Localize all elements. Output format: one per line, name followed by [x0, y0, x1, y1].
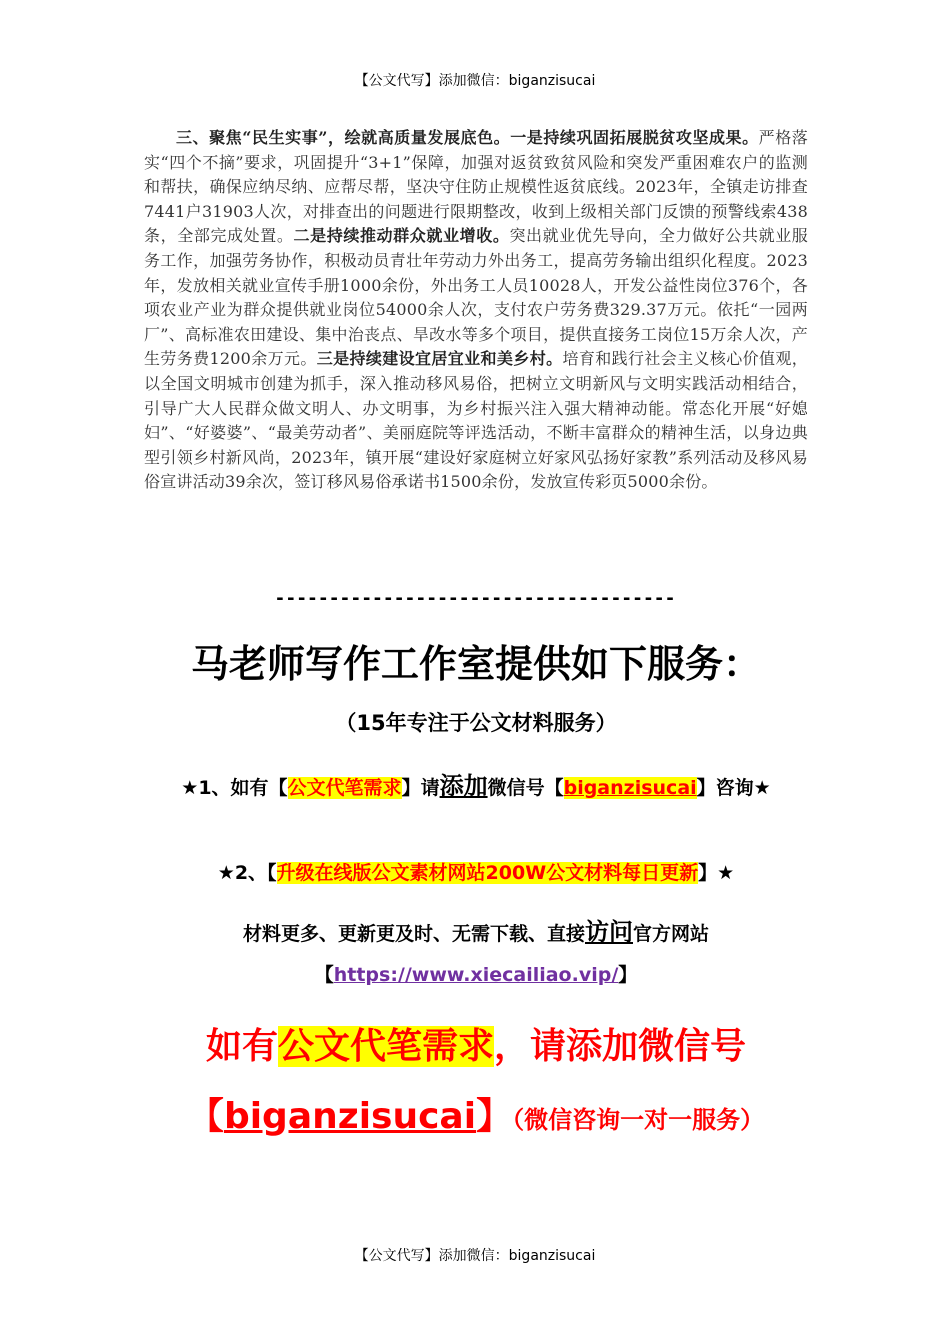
- point-2-text: 突出就业优先导向，全力做好公共就业服务工作，加强劳务协作，积极动员青壮年劳动力外出务工，提高劳务输出组织化程度。2023年，发放相关就业宣传手册1000余份，外出务工人员10028人，开发公益性岗位376个，各项农业产业为群众提供就业岗位54000余人次，支付农户劳务费329.37万元。依托“一园两厂”、高标准农田建设、集中治丧点、旱改水等多个项目，提供直接务工岗位15万余人次，产生劳务费1200余万元。: [144, 226, 808, 369]
- banner-text: ，请添加微信号: [494, 1026, 747, 1067]
- url-bracket-close: 】: [618, 964, 638, 986]
- item1-highlight: 公文代笔需求: [287, 777, 402, 799]
- body-paragraph: [144, 126, 808, 495]
- item2-suffix: 】★: [698, 862, 735, 884]
- service-item-2: [144, 858, 808, 885]
- banner-prefix: 如有: [205, 1026, 278, 1067]
- point-2-heading: 二是持续推动群众就业增收。: [293, 226, 510, 246]
- point-1-heading: 一是持续巩固拓展脱贫攻坚成果。: [510, 128, 759, 147]
- item1-text-b: 】请: [401, 777, 440, 799]
- item3-visit-emphasis: 访问: [585, 918, 633, 946]
- service-item-1: [144, 760, 808, 814]
- page-footer: 【公文代写】添加微信：biganzisucai: [354, 1248, 596, 1264]
- url-bracket-open: 【: [314, 964, 334, 986]
- banner-bracket-close: 】: [476, 1096, 513, 1137]
- service-item-3: [144, 912, 808, 947]
- website-link[interactable]: https://www.xiecailiao.vip/: [333, 964, 619, 986]
- banner-highlight: 公文代笔需求: [277, 1026, 494, 1067]
- item1-wechat-id[interactable]: biganzisucai: [563, 777, 697, 799]
- big-contact-banner: [144, 1012, 808, 1155]
- promo-title: 马老师写作工作室提供如下服务：: [190, 642, 761, 686]
- point-3-heading: 三是持续建设宜居宜业和美乡村。: [316, 349, 563, 369]
- item3-prefix: 材料更多、更新更及时、无需下载、直接: [242, 923, 585, 945]
- banner-note: （微信咨询一对一服务）: [512, 1106, 765, 1134]
- banner-bracket-open: 【: [187, 1096, 224, 1137]
- item3-suffix: 官方网站: [633, 923, 710, 945]
- page-header: 【公文代写】添加微信：biganzisucai: [354, 73, 596, 89]
- website-line: [144, 960, 808, 987]
- item1-text-c: 微信号【: [487, 777, 564, 799]
- dashed-divider: -------------------------------------: [274, 588, 676, 609]
- item1-add-emphasis: 添加: [439, 772, 488, 800]
- item2-prefix: ★2、【: [217, 862, 277, 884]
- point-1-text: 严格落实“四个不摘”要求，巩固提升“3+1”保障，加强对返贫致贫风险和突发严重困难农户的监测和帮扶，确保应纳尽纳、应帮尽帮，坚决守住防止规模性返贫底线。2023年，全镇走访排查7441户31903人次，对排查出的问题进行限期整改，收到上级相关部门反馈的预警线索438条，全部完成处置。: [144, 128, 808, 246]
- banner-wechat-id[interactable]: biganzisucai: [223, 1096, 477, 1137]
- item2-highlight: 升级在线版公文素材网站200W公文材料每日更新: [276, 862, 699, 884]
- item1-prefix: ★1、如有【: [181, 777, 288, 799]
- point-3-text: 培育和践行社会主义核心价值观，以全国文明城市创建为抓手，深入推动移风易俗，把树立文明新风与文明实践活动相结合，引导广大人民群众做文明人、办文明事，为乡村振兴注入强大精神动能。常态化开展“好媳妇”、“好婆婆”、“最美劳动者”、美丽庭院等评选活动，不断丰富群众的精神生活，以身边典型引领乡村新风尚，2023年，镇开展“建设好家庭树立好家风弘扬好家教”系列活动及移风易俗宣讲活动39余次，签订移风易俗承诺书1500余份，发放宣传彩页5000余份。: [144, 349, 808, 492]
- item1-suffix: 】咨询★: [696, 777, 771, 799]
- section-heading: 三、聚焦“民生实事”，绘就高质量发展底色。: [176, 128, 511, 147]
- promo-subtitle: （15年专注于公文材料服务）: [335, 711, 617, 735]
